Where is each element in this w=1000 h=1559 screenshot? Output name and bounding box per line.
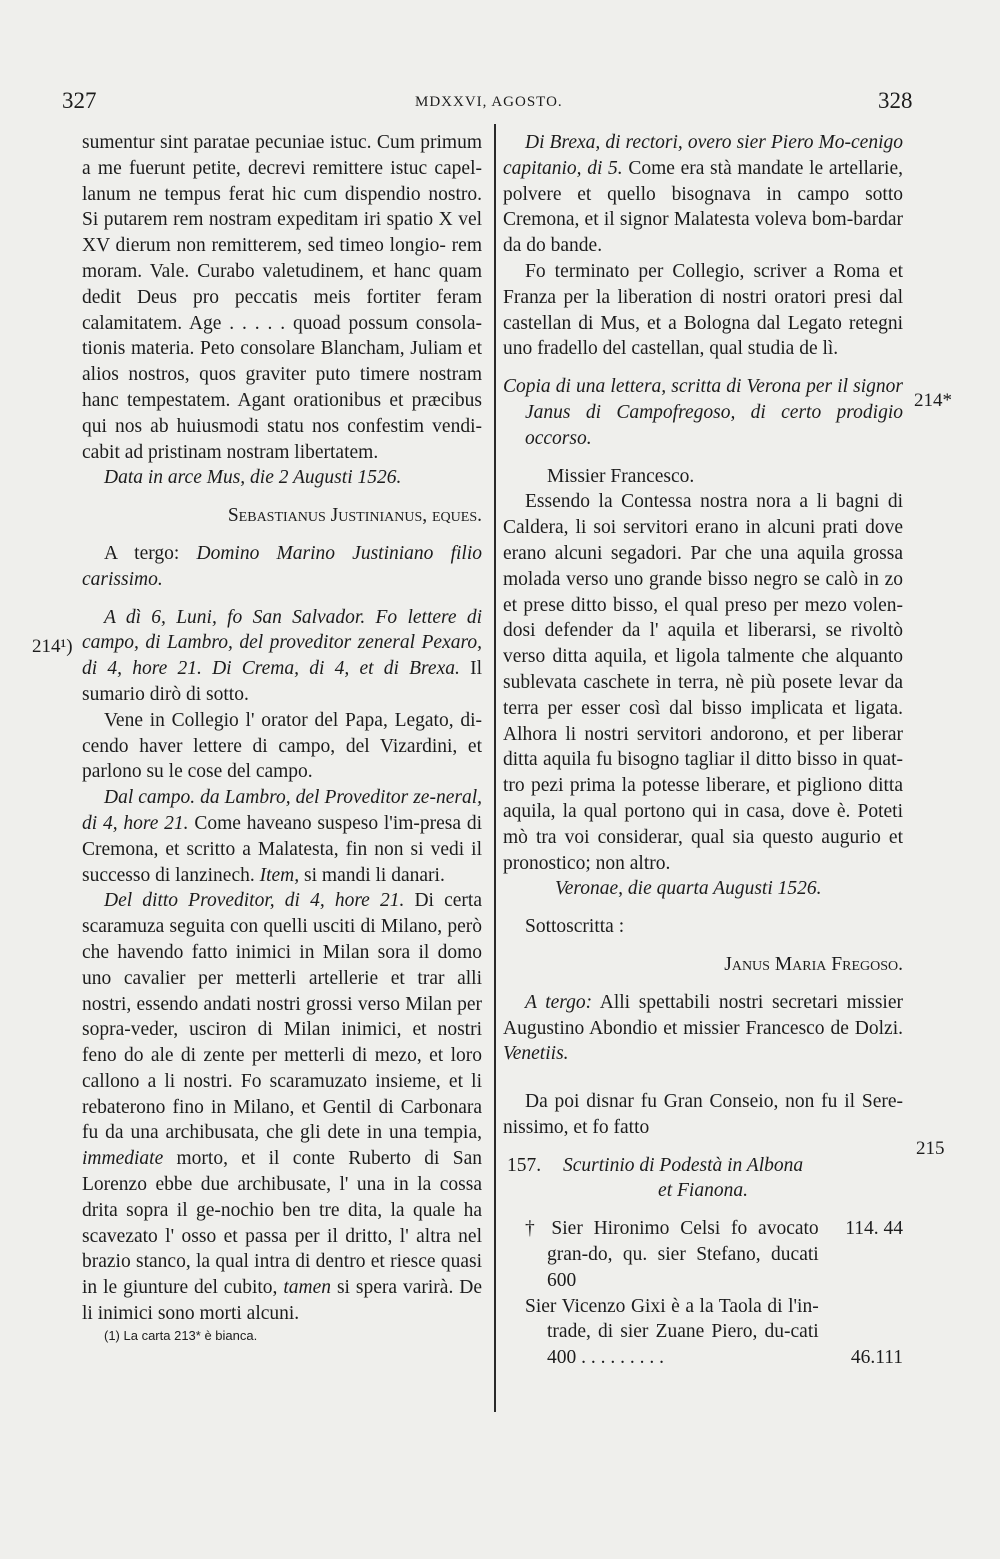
election-heading: 157. Scurtinio di Podestà in Albona bbox=[507, 1154, 804, 1176]
page-number-right: 328 bbox=[878, 88, 913, 113]
column-divider bbox=[494, 124, 496, 1412]
letter-date: Veronae, die quarta Augusti 1526. bbox=[555, 878, 822, 900]
footnote: (1) La carta 213* è bianca. bbox=[104, 1327, 258, 1343]
vote-row bbox=[503, 1294, 903, 1371]
vote-row bbox=[503, 1216, 903, 1293]
letter-date: Data in arce Mus, die 2 Augusti 1526. bbox=[104, 467, 402, 489]
vote-count: 114. 44 bbox=[845, 1218, 903, 1240]
letter-signature: Janus Maria Fregoso. bbox=[724, 953, 903, 975]
running-title: MDXXVI, AGOSTO. bbox=[415, 94, 563, 110]
letter-address: A tergo: Alli spettabili nostri secretari missier Augustino Abondio et missier Francesco de Dolzi. Venetiis. bbox=[503, 991, 903, 1065]
right-column bbox=[503, 130, 903, 1371]
brexa-paragraph: Di Brexa, di rectori, overo sier Piero Mo-cenigo capitanio, di 5. Come era stà mandate le artellarie, polvere et quello bisognava in campo sotto Cremona, et il signor Malatesta voleva bom-bardar da do bande. bbox=[503, 132, 904, 257]
letter-paragraph: sumentur sint paratae pecuniae istuc. Cum primum a me fuerunt petite, decrevi remittere istuc capel- lanum ne tempus ferat hic cum dispendio nostro. Si putarem rem nostram expeditam iri spatio X vel XV dierum non remitterem, sed timeo longio- rem moram. Vale. Curabo valetudinem, et hanc quam dedit Deus pro peccatis meis fortiter feram calamitatem. Age . . . . . quoad possum consola- tionis materia. Peto consolare Blancham, Juliam et alios nostros, quos graviter puto timere nostram hanc tempestatem. Agant orationibus et præcibus qui nos ab huiusmodi statu nos confestim vendi- cabit ad pristinam nostram libertatem. bbox=[82, 132, 483, 463]
vote-count: 46.111 bbox=[850, 1347, 903, 1369]
margin-note-right: 214* bbox=[914, 390, 952, 411]
margin-note-left: 214¹) bbox=[32, 636, 73, 657]
camp-report-paragraph: Dal campo. da Lambro, del Proveditor ze-neral, di 4, hore 21. Come haveano suspeso l'im-presa di Cremona, et scritto a Malatesta, fin non si vedi il successo di lanzinech. Item, si mandi li danari. bbox=[82, 787, 482, 886]
election-heading-line2: et Fianona. bbox=[658, 1180, 748, 1202]
collegio-paragraph: Vene in Collegio l' orator del Papa, Legato, di-cendo haver lettere di campo, del Vizardini, et parlono su le cose del campo. bbox=[82, 709, 482, 783]
candidate-name: Sier Vicenzo Gixi è a la Taola di l'in-trade, di sier Zuane Piero, du-cati 400 . . . . . . . . . bbox=[525, 1295, 819, 1369]
skirmish-paragraph: Del ditto Proveditor, di 4, hore 21. Di certa scaramuza seguita con quelli usciti di Milano, però che havendo fatto inimici in Milan sora il domo uno cavalier per metterli artellerie et trar alli nostri, essendo andati nostri grossi verso Milan per sopra-veder, usciron di Milan inimici, et nostri feno do ale di zente per metterli di mezo, et loro callono a li nostri. Fo scaramuzato insieme, et li rebaterono fino in Milano, et Gentil di Carbonara fu da una archibusata, che gli dete in una tempia, immediate morto, et il conte Ruberto di San Lorenzo ebbe due archibusate, l' una in la cossa drita sopra il ge-nochio ben tre dita, la quale ha scavezato l' osso et passa per il dritto, l' altra nel brazio stanco, la qual intra di dentro et riesce quasi in le giunture del cubito, tamen si spera varirà. De li inimici sono morti alcuni. bbox=[82, 890, 482, 1325]
page-header bbox=[0, 88, 1000, 118]
council-paragraph: Da poi disnar fu Gran Conseio, non fu il Sere-nissimo, et fo fatto bbox=[503, 1091, 903, 1138]
left-column bbox=[82, 130, 482, 1345]
letter-address: A tergo: Domino Marino Justiniano filio carissimo. bbox=[82, 542, 482, 590]
entry-paragraph: A dì 6, Luni, fo San Salvador. Fo lettere di campo, di Lambro, del proveditor zeneral Pexaro, di 4, hore 21. Di Crema, di 4, et di Brexa. Il sumario dirò di sotto. bbox=[82, 606, 482, 705]
letter-salutation: Missier Francesco. bbox=[547, 465, 695, 487]
page-number-left: 327 bbox=[62, 88, 97, 113]
letter-body: Essendo la Contessa nostra nora a li bagni di Caldera, li soi servitori erano in alcuni prati dove erano alcuni segadori. Par che una aquila grossa molada verso uno grande bisso negro se calò in zo et prese ditto bisso, el qual preso per mezo volen-dosi defender da l' aquila et liberarsi, se rivoltò verso ditta aquila, et ligola talmente che alquanto sublevata caschete in terra, nè più posete levar da terra per esser così dal bisso implicata et ligata. Alhora li nostri servitori andorono, et per liberar ditta aquila fu bisogno tagliar il ditto bisso in quat-tro pezi prima la potesse liberare, et pigliono ditta aquila, la qual portono qui in casa, dove è. Poteti mò tra voi considerar, qual sia questo augurio et pronostico; non altro. bbox=[503, 491, 903, 874]
subscription-label: Sottoscritta : bbox=[525, 916, 625, 938]
margin-note-right: 215 bbox=[916, 1138, 945, 1159]
candidate-name: † Sier Hironimo Celsi fo avocato gran-do, qu. sier Stefano, ducati 600 bbox=[525, 1218, 819, 1291]
letter-signature: Sebastianus Justinianus, eques. bbox=[227, 505, 482, 527]
collegio-paragraph: Fo terminato per Collegio, scriver a Roma et Franza per la liberation di nostri oratori presi dal castellan di Mus, et a Bologna dal Legato retegni uno fradello del castellan, qual studia de lì. bbox=[503, 260, 903, 360]
letter-heading: Copia di una lettera, scritta di Verona per il signor Janus di Campofregoso, di certo prodigio occorso. bbox=[503, 376, 903, 449]
